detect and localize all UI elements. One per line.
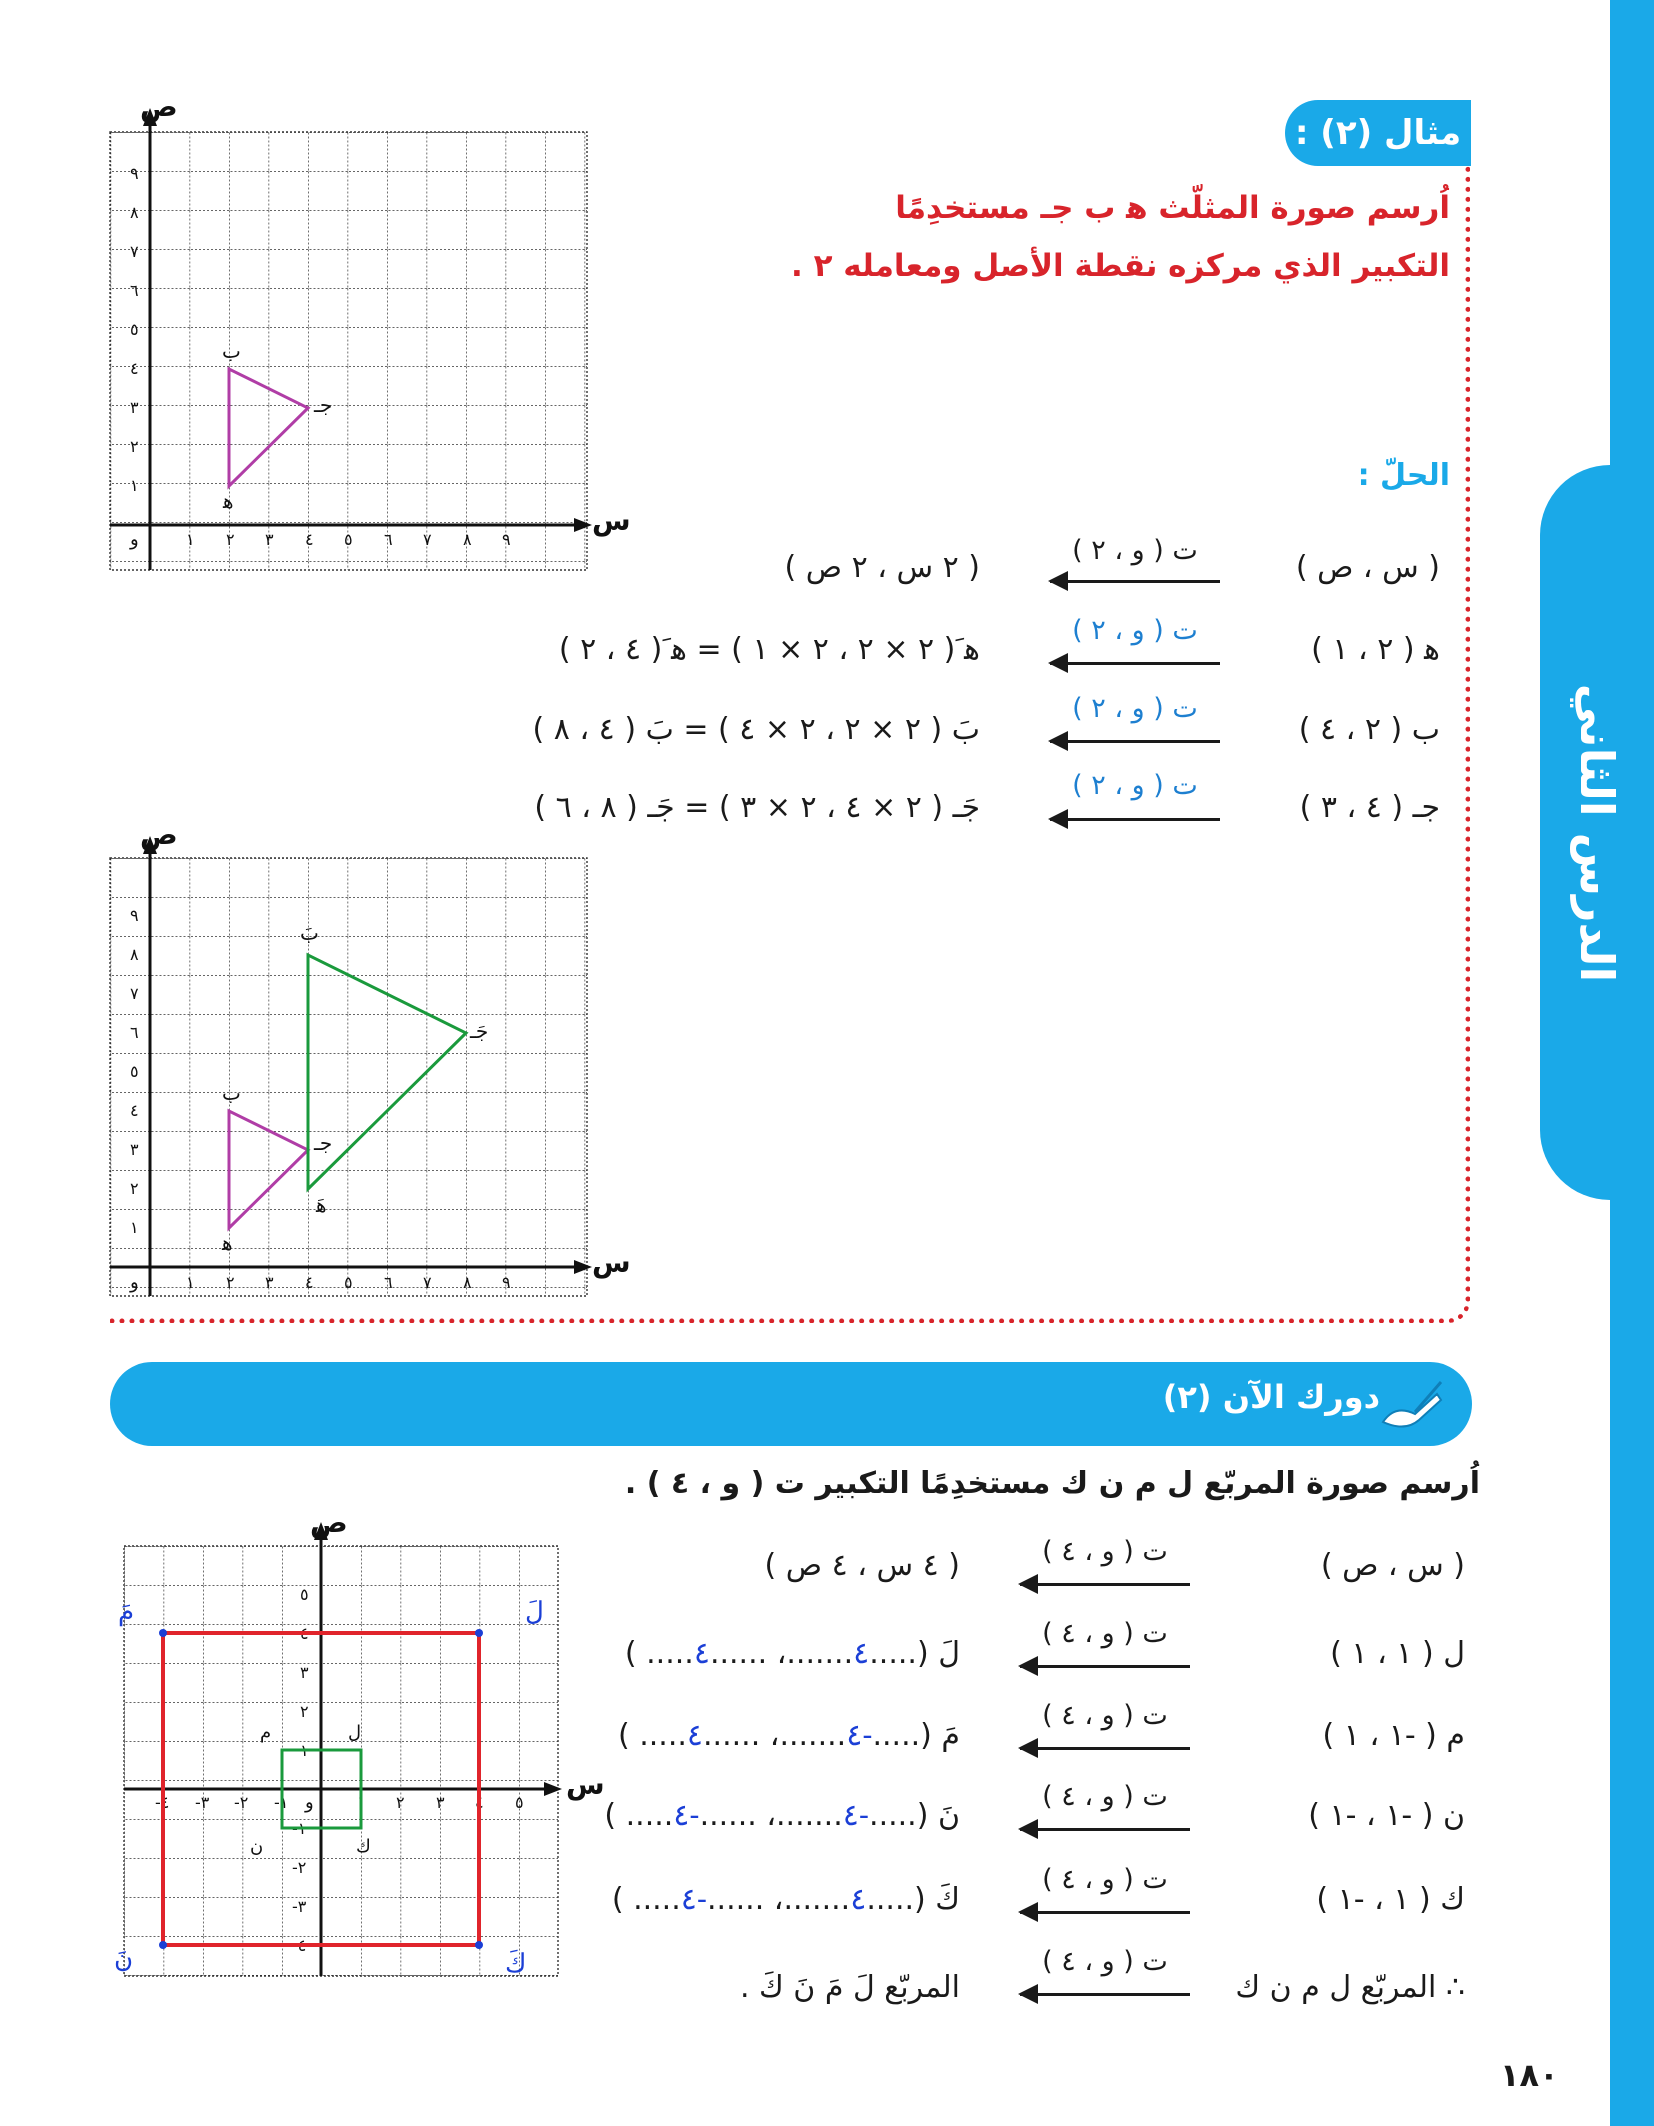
x-tick: ٥ — [515, 1793, 524, 1812]
graph-square-enlargement — [100, 1512, 620, 1992]
vertex-label-l: ل — [348, 1722, 362, 1743]
turn-row-point: ن ( -١ ، -١ ) — [1308, 1798, 1465, 1833]
vertex-label-n: ن — [250, 1836, 264, 1857]
page-number: ١٨٠ — [1500, 2056, 1559, 2094]
x-tick: ٢ — [226, 1273, 235, 1292]
transform-label: ت ( و ، ٢ ) — [1072, 535, 1198, 566]
y-tick: ١ — [300, 1741, 309, 1760]
solution-row-point: ﻫ ( ٢ ، ١ ) — [1311, 632, 1440, 667]
transform-label: ت ( و ، ٤ ) — [1042, 1618, 1168, 1649]
answer-prefix: مَ ( — [920, 1718, 960, 1753]
example-badge: مثال (٢) : — [1285, 100, 1471, 166]
solution-row-point: جـ ( ٤ ، ٣ ) — [1299, 790, 1440, 825]
x-tick: ٦ — [384, 1273, 393, 1292]
solution-row-result: ( ٢ س ، ٢ ص ) — [784, 550, 980, 585]
turn-row-point: ( س ، ص ) — [1320, 1548, 1465, 1583]
solution-row-point: ب ( ٢ ، ٤ ) — [1298, 712, 1440, 747]
left-arrow-icon — [1020, 1993, 1190, 1996]
x-tick: ٩ — [502, 1273, 511, 1292]
y-tick: ٧ — [130, 242, 139, 261]
origin-label: و — [130, 1272, 139, 1293]
vertex-label-a-prime: ﻫَ — [316, 1193, 327, 1217]
vertex-label-n-prime: نَ — [114, 1944, 134, 1974]
x-tick: ٧ — [423, 1273, 432, 1292]
x-axis-label: س — [592, 1246, 631, 1279]
vertex-label-l-prime: لَ — [525, 1597, 544, 1627]
solution-row-result: بَ ( ٢ × ٢ ، ٢ × ٤ ) = بَ ( ٤ ، ٨ ) — [532, 712, 980, 747]
transform-label: ت ( و ، ٤ ) — [1042, 1536, 1168, 1567]
answer-prefix: كَ ( — [914, 1882, 960, 1917]
y-tick: ٨ — [130, 203, 139, 222]
x-tick: ٦ — [384, 530, 393, 549]
solution-row-result: ﻫ َ( ٢ × ٢ ، ٢ × ١ ) = ﻫ َ( ٤ ، ٢ ) — [558, 632, 980, 667]
handwritten-answer: ٤ — [853, 1636, 870, 1671]
transform-label: ت ( و ، ٢ ) — [1072, 615, 1198, 646]
x-tick: ٩ — [502, 530, 511, 549]
x-tick: ١ — [186, 530, 195, 549]
y-tick: ٣ — [130, 1140, 139, 1159]
y-tick: ٧ — [130, 984, 139, 1003]
vertex-label-c: جـ — [314, 393, 333, 417]
x-tick: ١ — [186, 1273, 195, 1292]
left-arrow-icon — [1050, 818, 1220, 821]
vertex-label-c: جـ — [314, 1131, 333, 1155]
x-tick: ٣ — [436, 1793, 445, 1812]
x-axis-label: س — [566, 1768, 605, 1801]
x-tick: ٥ — [344, 530, 353, 549]
y-tick: ٦ — [130, 1023, 139, 1042]
y-tick: ٢ — [130, 1179, 139, 1198]
x-tick: ٤ — [305, 1273, 314, 1292]
handwritten-answer: -٤ — [680, 1882, 708, 1917]
turn-row-point: م ( -١ ، ١ ) — [1322, 1718, 1465, 1753]
turn-row-point: ك ( ١ ، -١ ) — [1316, 1882, 1465, 1917]
y-tick: ٥ — [130, 1062, 139, 1081]
x-tick: ٤ — [305, 530, 314, 549]
solution-row-point: ( س ، ص ) — [1295, 550, 1440, 585]
y-tick: ٣ — [300, 1663, 309, 1682]
left-arrow-icon — [1050, 740, 1220, 743]
x-tick: ٢ — [396, 1793, 405, 1812]
x-tick: ٤ — [475, 1793, 484, 1812]
y-tick: ٩ — [130, 906, 139, 925]
y-axis-label: ص — [140, 100, 178, 123]
x-tick: -١ — [274, 1793, 289, 1812]
example-question-line1: اُرسم صورة المثلّث ﻫ ب جـ مستخدِمًا — [895, 190, 1450, 226]
turn-row-result: المربّع لَ مَ نَ كَ . — [739, 1970, 960, 2005]
transform-label: ت ( و ، ٤ ) — [1042, 1781, 1168, 1812]
x-tick: ٢ — [226, 530, 235, 549]
vertex-label-a: ﻫ — [223, 489, 234, 513]
y-tick: ٢ — [300, 1702, 309, 1721]
x-tick: ٨ — [463, 530, 472, 549]
y-tick: ٤ — [130, 1101, 139, 1120]
vertex-label-b: ب — [222, 339, 241, 363]
y-tick: ٩ — [130, 164, 139, 183]
x-tick: ١ — [357, 1793, 366, 1812]
y-tick: ١ — [130, 1218, 139, 1237]
transform-label: ت ( و ، ٤ ) — [1042, 1946, 1168, 1977]
y-tick: -٣ — [292, 1897, 307, 1916]
y-tick: ٥ — [300, 1585, 309, 1604]
answer-prefix: نَ ( — [916, 1798, 960, 1833]
vertex-label-c-prime: جَـ — [470, 1019, 489, 1043]
x-tick: ٣ — [265, 1273, 274, 1292]
y-tick: -١ — [292, 1819, 307, 1838]
left-arrow-icon — [1020, 1911, 1190, 1914]
left-arrow-icon — [1020, 1747, 1190, 1750]
transform-label: ت ( و ، ٤ ) — [1042, 1864, 1168, 1895]
transform-label: ت ( و ، ٢ ) — [1072, 693, 1198, 724]
y-tick: -٢ — [292, 1858, 307, 1877]
x-tick: ٧ — [423, 530, 432, 549]
x-axis-label: س — [592, 504, 631, 537]
y-tick: ٦ — [130, 281, 139, 300]
x-tick: -٣ — [195, 1793, 210, 1812]
transform-label: ت ( و ، ٤ ) — [1042, 1700, 1168, 1731]
y-tick: ٢ — [130, 437, 139, 456]
y-tick: ٣ — [130, 398, 139, 417]
origin-label: و — [305, 1792, 314, 1813]
vertex-label-k-prime: كَ — [505, 1949, 527, 1979]
y-tick: ٨ — [130, 945, 139, 964]
left-arrow-icon — [1020, 1828, 1190, 1831]
solution-label: الحلّ : — [1357, 458, 1450, 493]
y-axis-label: ص — [310, 1512, 348, 1539]
handwritten-answer: -٤ — [842, 1798, 870, 1833]
vertex-label-m-prime: مَ — [118, 1597, 135, 1627]
lesson-tab-label: الدرس الثاني — [1570, 683, 1625, 982]
turn-row-result: ( ٤ س ، ٤ ص ) — [764, 1548, 960, 1583]
x-tick: ٨ — [463, 1273, 472, 1292]
turn-row-point: ل ( ١ ، ١ ) — [1330, 1636, 1465, 1671]
vertex-label-b-prime: بَ — [300, 921, 319, 945]
x-tick: -٤ — [155, 1793, 170, 1812]
left-arrow-icon — [1050, 580, 1220, 583]
y-tick: -٤ — [292, 1936, 307, 1955]
handwritten-answer: ٤ — [850, 1882, 867, 1917]
example-question-line2: التكبير الذي مركزه نقطة الأصل ومعامله ٢ . — [790, 248, 1450, 284]
y-tick: ٤ — [300, 1624, 309, 1643]
vertex-label-a: ﻫ — [222, 1231, 233, 1255]
transform-label: ت ( و ، ٢ ) — [1072, 770, 1198, 801]
handwritten-answer: ٤ — [686, 1718, 704, 1753]
vertex-label-b: ب — [222, 1081, 241, 1105]
handwritten-answer: ٤ — [693, 1636, 710, 1671]
turn-row-answer: نَ (.....-٤.......، ......-٤..... ) — [604, 1798, 960, 1833]
vertex-label-k: ك — [356, 1836, 371, 1857]
x-tick: ٣ — [265, 530, 274, 549]
x-tick: ٥ — [344, 1273, 353, 1292]
turn-row-answer: كَ (.....٤.......، ......-٤..... ) — [611, 1882, 960, 1917]
turn-row-answer: لَ (.....٤.......، ......٤..... ) — [624, 1636, 960, 1671]
left-arrow-icon — [1020, 1665, 1190, 1668]
y-tick: ٥ — [130, 320, 139, 339]
origin-label: و — [130, 529, 139, 550]
y-tick: ١ — [130, 476, 139, 495]
x-tick: -٢ — [234, 1793, 249, 1812]
vertex-label-m: م — [260, 1722, 272, 1743]
graph-enlarged-triangle — [100, 828, 640, 1308]
turn-row-point: ∴ المربّع ل م ن ك — [1235, 1970, 1465, 2005]
handwritten-answer: -٤ — [846, 1718, 873, 1753]
writing-hand-icon — [1375, 1374, 1445, 1434]
graph-original-triangle — [100, 100, 640, 580]
turn-row-answer: مَ (.....-٤.......، ......٤..... ) — [617, 1718, 960, 1753]
solution-row-result: جَـ ( ٢ × ٤ ، ٢ × ٣ ) = جَـ ( ٨ ، ٦ ) — [534, 790, 980, 825]
answer-prefix: لَ ( — [916, 1636, 960, 1671]
y-tick: ٤ — [130, 359, 139, 378]
your-turn-question: اُرسم صورة المربّع ل م ن ك مستخدِمًا التكبير ت ( و ، ٤ ) . — [624, 1466, 1480, 1501]
y-axis-label: ص — [140, 828, 178, 851]
left-arrow-icon — [1050, 662, 1220, 665]
your-turn-title: دورك الآن (٢) — [1162, 1378, 1380, 1416]
handwritten-answer: -٤ — [673, 1798, 700, 1833]
left-arrow-icon — [1020, 1583, 1190, 1586]
